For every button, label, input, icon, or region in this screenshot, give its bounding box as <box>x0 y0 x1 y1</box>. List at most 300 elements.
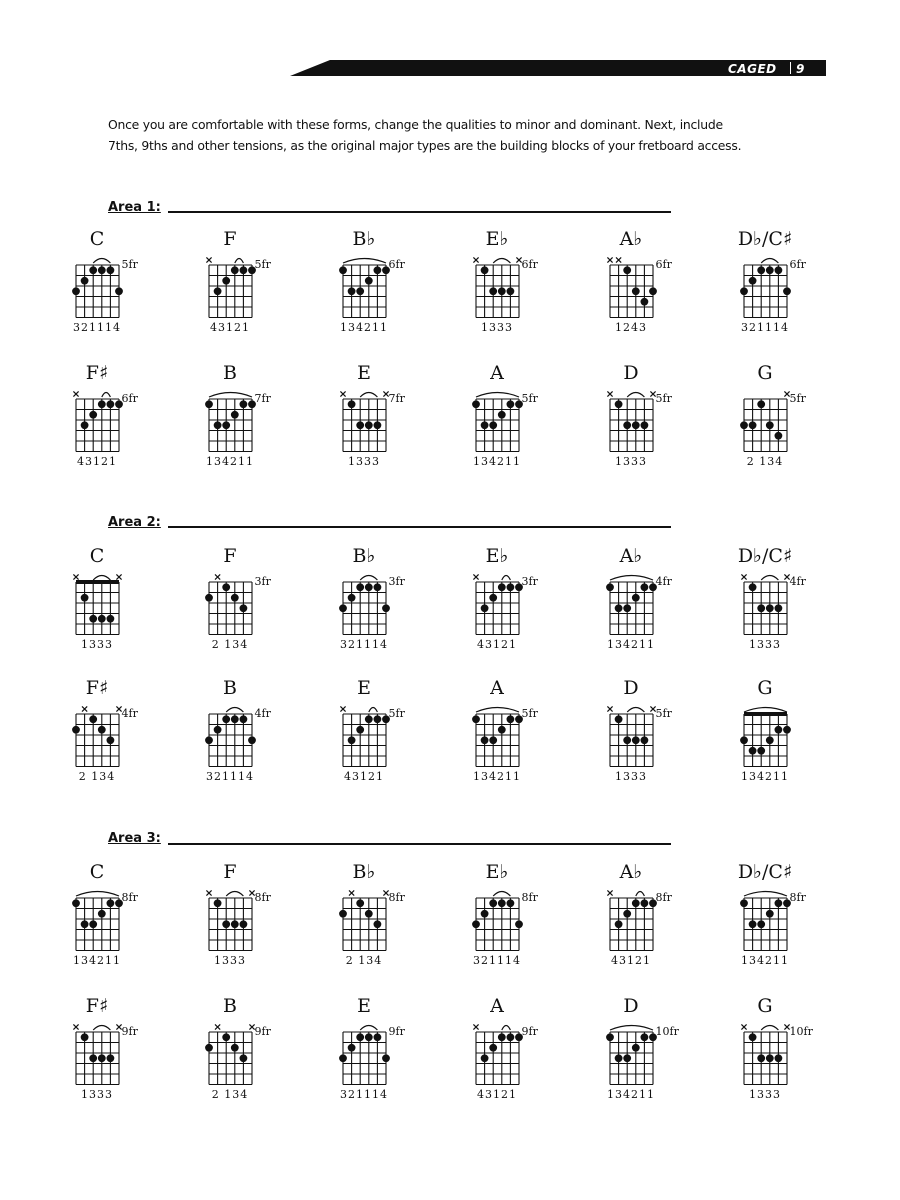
chord-name: D♭/C♯ <box>737 861 793 883</box>
finger-dot <box>230 1044 238 1052</box>
chord-name: D <box>623 362 639 384</box>
chord-fingering: 43121 <box>477 1087 517 1101</box>
barre-arc <box>234 259 243 264</box>
chord-diagram <box>333 255 396 328</box>
chord-diagram <box>66 389 129 462</box>
finger-dot <box>472 920 480 928</box>
finger-dot <box>774 899 782 907</box>
finger-dot <box>80 920 88 928</box>
finger-dot <box>614 920 622 928</box>
muted-string-mark <box>607 391 612 396</box>
finger-dot <box>347 287 355 295</box>
finger-dot <box>640 421 648 429</box>
barre-arc <box>476 708 519 713</box>
barre-arc <box>610 1026 653 1031</box>
finger-dot <box>740 899 748 907</box>
finger-dot <box>239 604 247 612</box>
finger-dot <box>748 583 756 591</box>
muted-string-mark <box>607 706 612 711</box>
finger-dot <box>373 920 381 928</box>
chord-diagram <box>333 1022 396 1095</box>
finger-dot <box>480 266 488 274</box>
finger-dot <box>489 1044 497 1052</box>
muted-string-mark <box>650 391 655 396</box>
barre-arc <box>343 259 386 264</box>
barre-arc <box>93 576 110 581</box>
fret-position-label: 3fr <box>254 575 271 588</box>
muted-string-mark <box>784 1024 789 1029</box>
finger-dot <box>631 899 639 907</box>
finger-dot <box>106 1054 114 1062</box>
finger-dot <box>748 747 756 755</box>
finger-dot <box>506 583 514 591</box>
barre-arc <box>493 892 510 897</box>
barre-arc <box>226 892 243 897</box>
fret-position-label: 4fr <box>655 575 672 588</box>
finger-dot <box>748 421 756 429</box>
chord-fingering: 134211 <box>73 953 121 967</box>
finger-dot <box>631 1044 639 1052</box>
barre-arc <box>627 393 644 398</box>
muted-string-mark <box>473 1024 478 1029</box>
barre-arc <box>635 892 644 897</box>
chord-fingering: 43121 <box>77 454 117 468</box>
fret-position-label: 4fr <box>254 707 271 720</box>
finger-dot <box>373 421 381 429</box>
chord-diagram <box>199 389 262 462</box>
finger-dot <box>89 1054 97 1062</box>
finger-dot <box>230 266 238 274</box>
finger-dot <box>230 594 238 602</box>
chord-name: B♭ <box>352 228 376 250</box>
chord-name: G <box>757 677 773 699</box>
chord-diagram <box>734 389 797 462</box>
muted-string-mark <box>650 706 655 711</box>
chord-diagram <box>66 572 129 645</box>
muted-string-mark <box>73 574 78 579</box>
finger-dot <box>97 726 105 734</box>
fret-position-label: 9fr <box>521 1025 538 1038</box>
barre-arc <box>226 708 243 713</box>
fret-position-label: 9fr <box>254 1025 271 1038</box>
finger-dot <box>239 1054 247 1062</box>
finger-dot <box>97 615 105 623</box>
finger-dot <box>356 726 364 734</box>
muted-string-mark <box>249 890 254 895</box>
muted-string-mark <box>741 1024 746 1029</box>
chord-fingering: 134211 <box>473 769 521 783</box>
barre-arc <box>360 576 377 581</box>
finger-dot <box>339 604 347 612</box>
chord-fingering: 321114 <box>73 320 121 334</box>
fret-position-label: 5fr <box>254 258 271 271</box>
muted-string-mark <box>73 391 78 396</box>
finger-dot <box>222 920 230 928</box>
chord-diagram <box>600 255 663 328</box>
chord-name: B <box>223 362 237 384</box>
chord-name: B <box>223 995 237 1017</box>
fret-position-label: 3fr <box>388 575 405 588</box>
chord-fingering: 1333 <box>749 1087 781 1101</box>
chord-fingering: 1333 <box>615 454 647 468</box>
fret-position-label: 8fr <box>789 891 806 904</box>
barre-arc <box>368 708 377 713</box>
chord-diagram <box>466 1022 529 1095</box>
chord-fingering: 321114 <box>473 953 521 967</box>
muted-string-mark <box>349 890 354 895</box>
muted-string-mark <box>116 706 121 711</box>
chord-name: E♭ <box>485 861 509 883</box>
chord-diagram <box>600 888 663 961</box>
chord-fingering: 1333 <box>481 320 513 334</box>
chord-diagram <box>66 255 129 328</box>
finger-dot <box>373 715 381 723</box>
chord-fingering: 134211 <box>340 320 388 334</box>
finger-dot <box>631 287 639 295</box>
muted-string-mark <box>116 574 121 579</box>
finger-dot <box>757 920 765 928</box>
finger-dot <box>382 604 390 612</box>
chord-diagram <box>333 572 396 645</box>
barre-arc <box>610 576 653 581</box>
area-1-heading: Area 1: <box>108 200 161 215</box>
finger-dot <box>497 899 505 907</box>
barre-arc <box>761 576 778 581</box>
finger-dot <box>497 726 505 734</box>
finger-dot <box>205 594 213 602</box>
barre-arc <box>761 259 778 264</box>
muted-string-mark <box>82 706 87 711</box>
finger-dot <box>623 1054 631 1062</box>
finger-dot <box>472 400 480 408</box>
finger-dot <box>364 277 372 285</box>
chord-name: C <box>89 545 105 567</box>
chord-name: C <box>89 228 105 250</box>
finger-dot <box>649 287 657 295</box>
muted-string-mark <box>340 706 345 711</box>
chord-diagram <box>199 572 262 645</box>
chord-name: E <box>357 995 371 1017</box>
chord-fingering: 43121 <box>611 953 651 967</box>
muted-string-mark <box>206 890 211 895</box>
finger-dot <box>373 583 381 591</box>
chord-name: F <box>223 545 237 567</box>
fret-position-label: 5fr <box>789 392 806 405</box>
fret-position-label: 5fr <box>655 392 672 405</box>
barre-arc <box>627 708 644 713</box>
chord-fingering: 43121 <box>210 320 250 334</box>
finger-dot <box>222 277 230 285</box>
chord-diagram <box>66 888 129 961</box>
finger-dot <box>640 1033 648 1041</box>
chord-diagram <box>466 389 529 462</box>
muted-string-mark <box>784 391 789 396</box>
finger-dot <box>623 266 631 274</box>
barre-arc <box>209 393 252 398</box>
finger-dot <box>230 715 238 723</box>
fret-position-label: 9fr <box>121 1025 138 1038</box>
finger-dot <box>106 736 114 744</box>
muted-string-mark <box>607 257 612 262</box>
finger-dot <box>757 400 765 408</box>
barre-arc <box>76 892 119 897</box>
finger-dot <box>480 736 488 744</box>
barre-arc <box>360 1026 377 1031</box>
fret-position-label: 4fr <box>121 707 138 720</box>
muted-string-mark <box>473 574 478 579</box>
chord-diagram <box>734 1022 797 1095</box>
finger-dot <box>774 432 782 440</box>
chord-fingering: 321114 <box>340 637 388 651</box>
finger-dot <box>89 920 97 928</box>
fret-position-label: 5fr <box>521 707 538 720</box>
chord-fingering: 2 134 <box>746 454 784 468</box>
finger-dot <box>230 920 238 928</box>
chord-fingering: 134211 <box>741 769 789 783</box>
finger-dot <box>222 715 230 723</box>
finger-dot <box>497 287 505 295</box>
area-2-rule <box>168 526 671 528</box>
chord-diagram <box>466 704 529 777</box>
fret-position-label: 8fr <box>521 891 538 904</box>
finger-dot <box>480 421 488 429</box>
fret-position-label: 10fr <box>655 1025 679 1038</box>
finger-dot <box>364 1033 372 1041</box>
chord-name: F♯ <box>85 677 109 699</box>
chord-name: B♭ <box>352 545 376 567</box>
chord-diagram <box>734 888 797 961</box>
finger-dot <box>80 594 88 602</box>
finger-dot <box>382 1054 390 1062</box>
chord-fingering: 43121 <box>477 637 517 651</box>
finger-dot <box>347 1044 355 1052</box>
fret-position-label: 8fr <box>254 891 271 904</box>
chord-fingering: 2 134 <box>211 1087 249 1101</box>
finger-dot <box>89 266 97 274</box>
finger-dot <box>356 287 364 295</box>
chord-name: A <box>490 995 504 1017</box>
area-3-heading: Area 3: <box>108 831 161 846</box>
finger-dot <box>213 287 221 295</box>
finger-dot <box>774 266 782 274</box>
chord-diagram <box>199 704 262 777</box>
finger-dot <box>783 287 791 295</box>
finger-dot <box>774 1054 782 1062</box>
finger-dot <box>640 899 648 907</box>
fret-position-label: 8fr <box>655 891 672 904</box>
fret-position-label: 6fr <box>789 258 806 271</box>
barre-arc <box>501 576 510 581</box>
finger-dot <box>497 411 505 419</box>
finger-dot <box>106 266 114 274</box>
chord-diagram <box>734 572 797 645</box>
chord-fingering: 321114 <box>206 769 254 783</box>
chord-fingering: 1243 <box>615 320 647 334</box>
chord-diagram <box>199 255 262 328</box>
chord-name: C <box>89 861 105 883</box>
chord-name: E <box>357 362 371 384</box>
finger-dot <box>489 899 497 907</box>
finger-dot <box>97 910 105 918</box>
finger-dot <box>631 736 639 744</box>
finger-dot <box>765 266 773 274</box>
finger-dot <box>757 1054 765 1062</box>
finger-dot <box>765 910 773 918</box>
finger-dot <box>614 400 622 408</box>
chord-fingering: 134211 <box>607 1087 655 1101</box>
fret-position-label: 4fr <box>789 575 806 588</box>
finger-dot <box>222 583 230 591</box>
finger-dot <box>115 287 123 295</box>
finger-dot <box>774 604 782 612</box>
finger-dot <box>506 715 514 723</box>
finger-dot <box>205 400 213 408</box>
finger-dot <box>106 615 114 623</box>
chord-name: G <box>757 995 773 1017</box>
finger-dot <box>640 736 648 744</box>
chord-diagram <box>466 255 529 328</box>
finger-dot <box>631 594 639 602</box>
fret-position-label: 7fr <box>388 392 405 405</box>
finger-dot <box>72 726 80 734</box>
barre-arc <box>476 393 519 398</box>
header-title: CAGED <box>728 62 777 76</box>
finger-dot <box>347 736 355 744</box>
chord-diagram <box>66 1022 129 1095</box>
muted-string-mark <box>607 890 612 895</box>
chord-name: A♭ <box>619 228 643 250</box>
finger-dot <box>765 421 773 429</box>
chord-diagram <box>734 255 797 328</box>
finger-dot <box>356 583 364 591</box>
finger-dot <box>213 421 221 429</box>
chord-fingering: 1333 <box>81 637 113 651</box>
barre-arc <box>93 259 110 264</box>
chord-diagram <box>66 704 129 777</box>
chord-name: G <box>757 362 773 384</box>
finger-dot <box>489 421 497 429</box>
fret-position-label: 6fr <box>121 392 138 405</box>
chord-fingering: 1333 <box>615 769 647 783</box>
chord-name: A <box>490 362 504 384</box>
finger-dot <box>489 287 497 295</box>
muted-string-mark <box>473 257 478 262</box>
chord-name: D <box>623 677 639 699</box>
fret-position-label: 8fr <box>388 891 405 904</box>
chord-name: A♭ <box>619 861 643 883</box>
fret-position-label: 5fr <box>655 707 672 720</box>
finger-dot <box>364 910 372 918</box>
muted-string-mark <box>516 257 521 262</box>
chord-fingering: 43121 <box>344 769 384 783</box>
finger-dot <box>80 421 88 429</box>
finger-dot <box>80 1033 88 1041</box>
chord-diagram <box>600 572 663 645</box>
finger-dot <box>205 1044 213 1052</box>
chord-fingering: 134211 <box>206 454 254 468</box>
chord-diagram <box>466 888 529 961</box>
finger-dot <box>614 715 622 723</box>
chord-name: F <box>223 228 237 250</box>
barre-arc <box>493 259 510 264</box>
finger-dot <box>774 726 782 734</box>
finger-dot <box>606 583 614 591</box>
finger-dot <box>740 287 748 295</box>
finger-dot <box>339 1054 347 1062</box>
chord-diagram <box>466 572 529 645</box>
finger-dot <box>239 400 247 408</box>
fret-position-label: 5fr <box>521 392 538 405</box>
barre-arc <box>744 892 787 897</box>
muted-string-mark <box>73 1024 78 1029</box>
finger-dot <box>239 266 247 274</box>
finger-dot <box>364 583 372 591</box>
chord-name: A <box>490 677 504 699</box>
finger-dot <box>631 421 639 429</box>
finger-dot <box>248 736 256 744</box>
finger-dot <box>347 594 355 602</box>
finger-dot <box>623 736 631 744</box>
finger-dot <box>506 287 514 295</box>
chord-fingering: 321114 <box>741 320 789 334</box>
finger-dot <box>106 899 114 907</box>
finger-dot <box>106 400 114 408</box>
finger-dot <box>480 604 488 612</box>
muted-string-mark <box>206 257 211 262</box>
chord-diagram <box>600 1022 663 1095</box>
finger-dot <box>222 1033 230 1041</box>
finger-dot <box>89 715 97 723</box>
chord-name: D♭/C♯ <box>737 545 793 567</box>
chord-name: F♯ <box>85 362 109 384</box>
finger-dot <box>515 920 523 928</box>
chord-diagram <box>333 888 396 961</box>
finger-dot <box>72 899 80 907</box>
fret-position-label: 9fr <box>388 1025 405 1038</box>
finger-dot <box>640 298 648 306</box>
finger-dot <box>213 899 221 907</box>
finger-dot <box>765 736 773 744</box>
fret-position-label: 6fr <box>388 258 405 271</box>
chord-diagram <box>199 888 262 961</box>
chord-name: D <box>623 995 639 1017</box>
finger-dot <box>239 715 247 723</box>
chord-diagram <box>333 389 396 462</box>
barre-arc <box>744 708 787 713</box>
finger-dot <box>339 910 347 918</box>
finger-dot <box>640 583 648 591</box>
chord-diagram <box>600 704 663 777</box>
finger-dot <box>757 266 765 274</box>
finger-dot <box>364 715 372 723</box>
finger-dot <box>373 266 381 274</box>
muted-string-mark <box>383 391 388 396</box>
finger-dot <box>489 736 497 744</box>
chord-fingering: 321114 <box>340 1087 388 1101</box>
finger-dot <box>740 421 748 429</box>
finger-dot <box>497 583 505 591</box>
finger-dot <box>748 1033 756 1041</box>
finger-dot <box>222 421 230 429</box>
finger-dot <box>356 899 364 907</box>
finger-dot <box>783 726 791 734</box>
chord-name: B♭ <box>352 861 376 883</box>
finger-dot <box>364 421 372 429</box>
muted-string-mark <box>116 1024 121 1029</box>
finger-dot <box>765 604 773 612</box>
chord-name: E♭ <box>485 228 509 250</box>
chord-diagram <box>199 1022 262 1095</box>
